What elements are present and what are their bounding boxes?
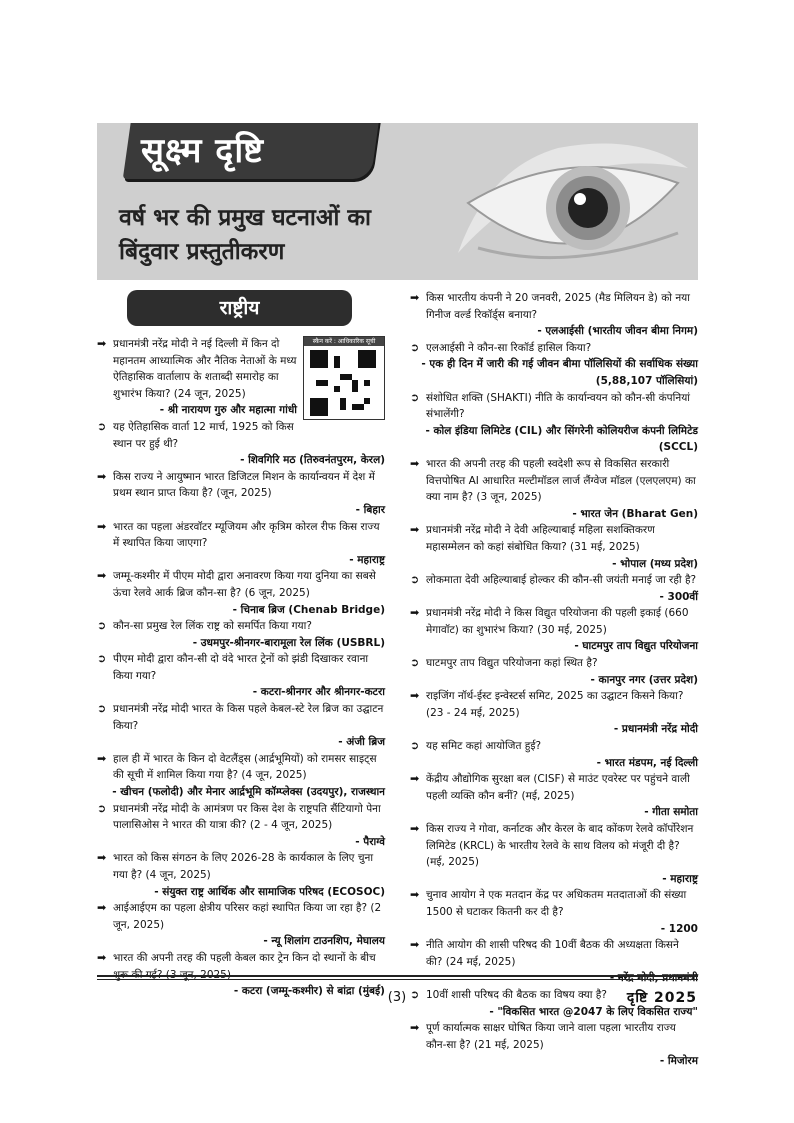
question-text: राइजिंग नॉर्थ-ईस्ट इन्वेस्टर्स समिट, 2025 का उद्घाटन किसने किया? (23 - 24 मई, 2025) [426, 690, 684, 719]
question-text: कौन-सा प्रमुख रेल लिंक राष्ट्र को समर्पित किया गया? [113, 620, 312, 633]
page-number: (3) [387, 990, 407, 1005]
question-text: नीति आयोग की शासी परिषद की 10वीं बैठक की अध्यक्षता किसने की? (24 मई, 2025) [426, 939, 679, 968]
left-column [97, 336, 385, 1000]
answer-text: - संयुक्त राष्ट्र आर्थिक और सामाजिक परिषद (ECOSOC) [154, 885, 385, 898]
header-banner [97, 123, 698, 280]
question-text: यह समिट कहां आयोजित हुई? [426, 740, 542, 753]
question-item [97, 618, 385, 635]
question-item [410, 821, 698, 871]
question-text: चुनाव आयोग ने एक मतदान केंद्र पर अधिकतम मतदाताओं की संख्या 1500 से घटाकर कितनी कर दी है? [426, 889, 687, 918]
question-item [97, 701, 385, 734]
answer-text: - कटरा-श्रीनगर और श्रीनगर-कटरा [252, 686, 385, 699]
arrow-bullet-icon: ➲ [410, 656, 420, 670]
answer-text: - भारत जेन (Bharat Gen) [572, 507, 698, 520]
question-item [97, 651, 385, 684]
question-text: जम्मू-कश्मीर में पीएम मोदी द्वारा अनावरण किया गया दुनिया का सबसे ऊंचा रेलवे आर्क ब्रिज कौन-सा है? (6 जून, 2025) [113, 570, 376, 599]
question-text: भारत की अपनी तरह की पहली केबल कार ट्रेन किन दो स्थानों के बीच [113, 951, 376, 964]
answer-text: - 1200 [660, 922, 698, 935]
question-item [97, 801, 385, 834]
arrow-bullet-icon: ➲ [410, 340, 420, 354]
arrow-bullet-icon: ➡ [97, 519, 107, 533]
answer-text: - घाटमपुर ताप विद्युत परियोजना [574, 640, 698, 653]
question-text: संशोधित शक्ति (SHAKTI) नीति के कार्यान्वयन को कौन-सी कंपनियां संभालेंगी? [426, 391, 690, 421]
answer-text: - भोपाल (मध्य प्रदेश) [612, 557, 698, 570]
question-text: केंद्रीय औद्योगिक सुरक्षा बल (CISF) से माउंट एवरेस्ट पर पहुंचने वाली पहली व्यक्ति कौन बनीं? (मई, 2025) [426, 773, 690, 802]
arrow-bullet-icon: ➡ [410, 888, 420, 902]
answer-text: - श्री नारायण गुरु और महात्मा गांधी [159, 404, 297, 417]
arrow-bullet-icon: ➡ [97, 337, 107, 350]
arrow-bullet-icon: ➡ [97, 751, 107, 765]
answer-text: - एक ही दिन में जारी की गई जीवन बीमा पॉलिसियों की सर्वाधिक संख्या (5,88,107 पॉलिसियां) [421, 358, 698, 387]
answer-text: - चिनाब ब्रिज (Chenab Bridge) [232, 603, 385, 616]
question-item [410, 605, 698, 638]
banner-subtitle [119, 201, 449, 269]
question-text: प्रधानमंत्री नरेंद्र मोदी के आमंत्रण पर किस देश के राष्ट्रपति सैंटियागो पेना पालासिओस ने भारत की यात्रा की? (2 - 4 जून, 2025) [113, 802, 381, 832]
question-text: प्रधानमंत्री नरेंद्र मोदी ने नई दिल्ली में किन दो महानतम आध्यात्मिक और नैतिक नेताओं के मध्य ऐतिहासिक वार्तालाप के शताब्दी समारोह का शुभारंभ किया? (24 जून, 2025) [113, 338, 297, 400]
arrow-bullet-icon: ➲ [410, 573, 420, 587]
arrow-bullet-icon: ➲ [97, 702, 107, 716]
question-text: पीएम मोदी द्वारा कौन-सी दो वंदे भारत ट्रेनों को झंडी दिखाकर रवाना किया गया? [113, 653, 369, 682]
question-item [410, 771, 698, 804]
question-text: हाल ही में भारत के किन दो वेटलैंड्स (आर्द्रभूमियों) को रामसर साइट्स की सूची में शामिल किया गया है? (4 जून, 2025) [113, 752, 377, 782]
answer-text: - कानपुर नगर (उत्तर प्रदेश) [590, 673, 698, 686]
question-item [410, 1020, 698, 1053]
answer-text: - न्यू शिलांग टाउनशिप, मेघालय [263, 935, 385, 948]
question-item [97, 900, 385, 933]
qr-caption: स्कैन करें : आधिकारिक सूची [304, 337, 384, 346]
question-item [97, 568, 385, 601]
question-item [410, 390, 698, 423]
question-item [410, 456, 698, 506]
question-item [410, 688, 698, 721]
arrow-bullet-icon: ➲ [97, 801, 107, 815]
arrow-bullet-icon: ➡ [410, 938, 420, 952]
answer-text: - प्रधानमंत्री नरेंद्र मोदी [613, 723, 698, 736]
answer-text: - 300वीं [659, 590, 698, 603]
answer-text: - उधमपुर-श्रीनगर-बारामूला रेल लिंक (USBRL) [192, 636, 385, 649]
question-item [410, 937, 698, 970]
arrow-bullet-icon: ➲ [410, 390, 420, 404]
section-heading: राष्ट्रीय [127, 290, 352, 326]
arrow-bullet-icon: ➡ [97, 469, 107, 483]
question-item [97, 519, 385, 552]
question-text: भारत को किस संगठन के लिए 2026-28 के कार्यकाल के लिए चुना गया है? (4 जून, 2025) [113, 852, 374, 881]
footer-rule-thin [97, 979, 698, 980]
arrow-bullet-icon: ➡ [97, 901, 107, 915]
question-text: घाटमपुर ताप विद्युत परियोजना कहां स्थित है? [426, 657, 598, 670]
answer-text: - कटरा (जम्मू-कश्मीर) से बांद्रा (मुंबई) [233, 985, 385, 998]
subtitle-line-1: वर्ष भर की प्रमुख घटनाओं का [119, 205, 372, 231]
answer-text: - अंजी ब्रिज [338, 736, 385, 749]
arrow-bullet-icon: ➡ [410, 456, 420, 470]
arrow-bullet-icon: ➲ [410, 739, 420, 753]
page-title: सूक्ष्म दृष्टि [141, 131, 264, 171]
question-text: पूर्ण कार्यात्मक साक्षर घोषित किया जाने वाला पहला भारतीय राज्य कौन-सा है? (21 मई, 2025) [426, 1022, 676, 1051]
subtitle-line-2: बिंदुवार प्रस्तुतीकरण [119, 239, 285, 265]
question-item [410, 340, 698, 357]
arrow-bullet-icon: ➡ [410, 1021, 420, 1035]
answer-text: - कोल इंडिया लिमिटेड (CIL) और सिंगरेनी कोलियरीज कंपनी लिमिटेड (SCCL) [425, 424, 698, 454]
question-text: एलआईसी ने कौन-सा रिकॉर्ड हासिल किया? [426, 341, 592, 354]
question-item [410, 572, 698, 589]
question-text: भारत की अपनी तरह की पहली स्वदेशी रूप से विकसित सरकारी वित्तपोषित AI आधारित मल्टीमॉडल लार्ज लैंग्वेज मॉडल (एलएलएम) का क्या नाम है? (3 जून, 2025) [426, 457, 696, 504]
question-text: भारत का पहला अंडरवॉटर म्यूजियम और कृत्रिम कोरल रीफ किस राज्य में स्थापित किया जाएगा? [113, 520, 380, 550]
magazine-name: दृष्टि 2025 [626, 990, 697, 1006]
arrow-bullet-icon: ➡ [410, 772, 420, 786]
eye-graphic-icon [438, 123, 698, 280]
right-column [410, 290, 698, 1070]
answer-text: - पैराग्वे [355, 835, 385, 848]
question-item [410, 290, 698, 323]
arrow-bullet-icon: ➲ [410, 987, 420, 1001]
question-text: किस भारतीय कंपनी ने 20 जनवरी, 2025 (मैड मिलियन डे) को नया गिनीज वर्ल्ड रिकॉर्ड्स बनाया? [426, 292, 690, 321]
question-item [97, 751, 385, 784]
answer-text: - "विकसित भारत @2047 के लिए विकसित राज्य" [489, 1005, 698, 1018]
question-item [97, 336, 385, 402]
answer-text: - गीता समोता [644, 806, 698, 819]
question-text: आईआईएम का पहला क्षेत्रीय परिसर कहां स्थापित किया जा रहा है? (2 जून, 2025) [113, 902, 382, 931]
question-item [410, 522, 698, 555]
question-item [97, 850, 385, 883]
question-item [97, 419, 385, 452]
arrow-bullet-icon: ➲ [97, 419, 107, 433]
question-text: प्रधानमंत्री नरेंद्र मोदी ने देवी अहिल्याबाई महिला सशक्तिकरण महासम्मेलन को कहां संबोधित किया? (31 मई, 2025) [426, 524, 655, 553]
question-item [410, 738, 698, 755]
arrow-bullet-icon: ➡ [97, 950, 107, 964]
arrow-bullet-icon: ➲ [97, 652, 107, 666]
answer-text: - महाराष्ट्र [349, 553, 385, 566]
arrow-bullet-icon: ➡ [410, 291, 420, 304]
question-text: लोकमाता देवी अहिल्याबाई होल्कर की कौन-सी जयंती मनाई जा रही है? [426, 574, 697, 587]
arrow-bullet-icon: ➡ [97, 851, 107, 865]
arrow-bullet-icon: ➡ [410, 523, 420, 537]
answer-text: - खीचन (फलोदी) और मेनार आर्द्रभूमि कॉम्प्लेक्स (उदयपुर), राजस्थान [112, 786, 385, 799]
question-text: 10वीं शासी परिषद की बैठक का विषय क्या है? [426, 988, 607, 1001]
question-text: प्रधानमंत्री नरेंद्र मोदी ने किस विद्युत परियोजना की पहली इकाई (660 मेगावॉट) का शुभारंभ किया? (30 मई, 2025) [426, 607, 689, 636]
answer-text: - बिहार [355, 503, 385, 516]
answer-text: - भारत मंडपम, नई दिल्ली [596, 756, 698, 769]
arrow-bullet-icon: ➲ [97, 619, 107, 633]
arrow-bullet-icon: ➡ [410, 822, 420, 835]
footer-rule [97, 975, 698, 977]
question-item [97, 469, 385, 502]
answer-text: - मिजोरम [659, 1055, 698, 1068]
question-text: यह ऐतिहासिक वार्ता 12 मार्च, 1925 को किस स्थान पर हुई थी? [113, 420, 294, 450]
arrow-bullet-icon: ➡ [410, 689, 420, 703]
question-item [410, 655, 698, 672]
question-text: किस राज्य ने आयुष्मान भारत डिजिटल मिशन के कार्यान्वयन में देश में प्रथम स्थान प्राप्त किया है? (जून, 2025) [113, 470, 375, 500]
arrow-bullet-icon: ➡ [97, 569, 107, 583]
answer-text: - शिवगिरि मठ (तिरुवनंतपुरम, केरल) [240, 454, 385, 467]
question-text: किस राज्य ने गोवा, कर्नाटक और केरल के बाद कोंकण रेलवे कॉर्पोरेशन लिमिटेड (KRCL) के भारतीय रेलवे के साथ विलय को मंजूरी दी है? (मई, 2025) [426, 823, 694, 869]
answer-text: - एलआईसी (भारतीय जीवन बीमा निगम) [537, 325, 698, 338]
question-item [410, 887, 698, 920]
answer-text: - महाराष्ट्र [662, 872, 698, 885]
arrow-bullet-icon: ➡ [410, 606, 420, 620]
question-text: प्रधानमंत्री नरेंद्र मोदी भारत के किस पहले केबल-स्टे रेल ब्रिज का उद्घाटन किया? [113, 703, 384, 732]
